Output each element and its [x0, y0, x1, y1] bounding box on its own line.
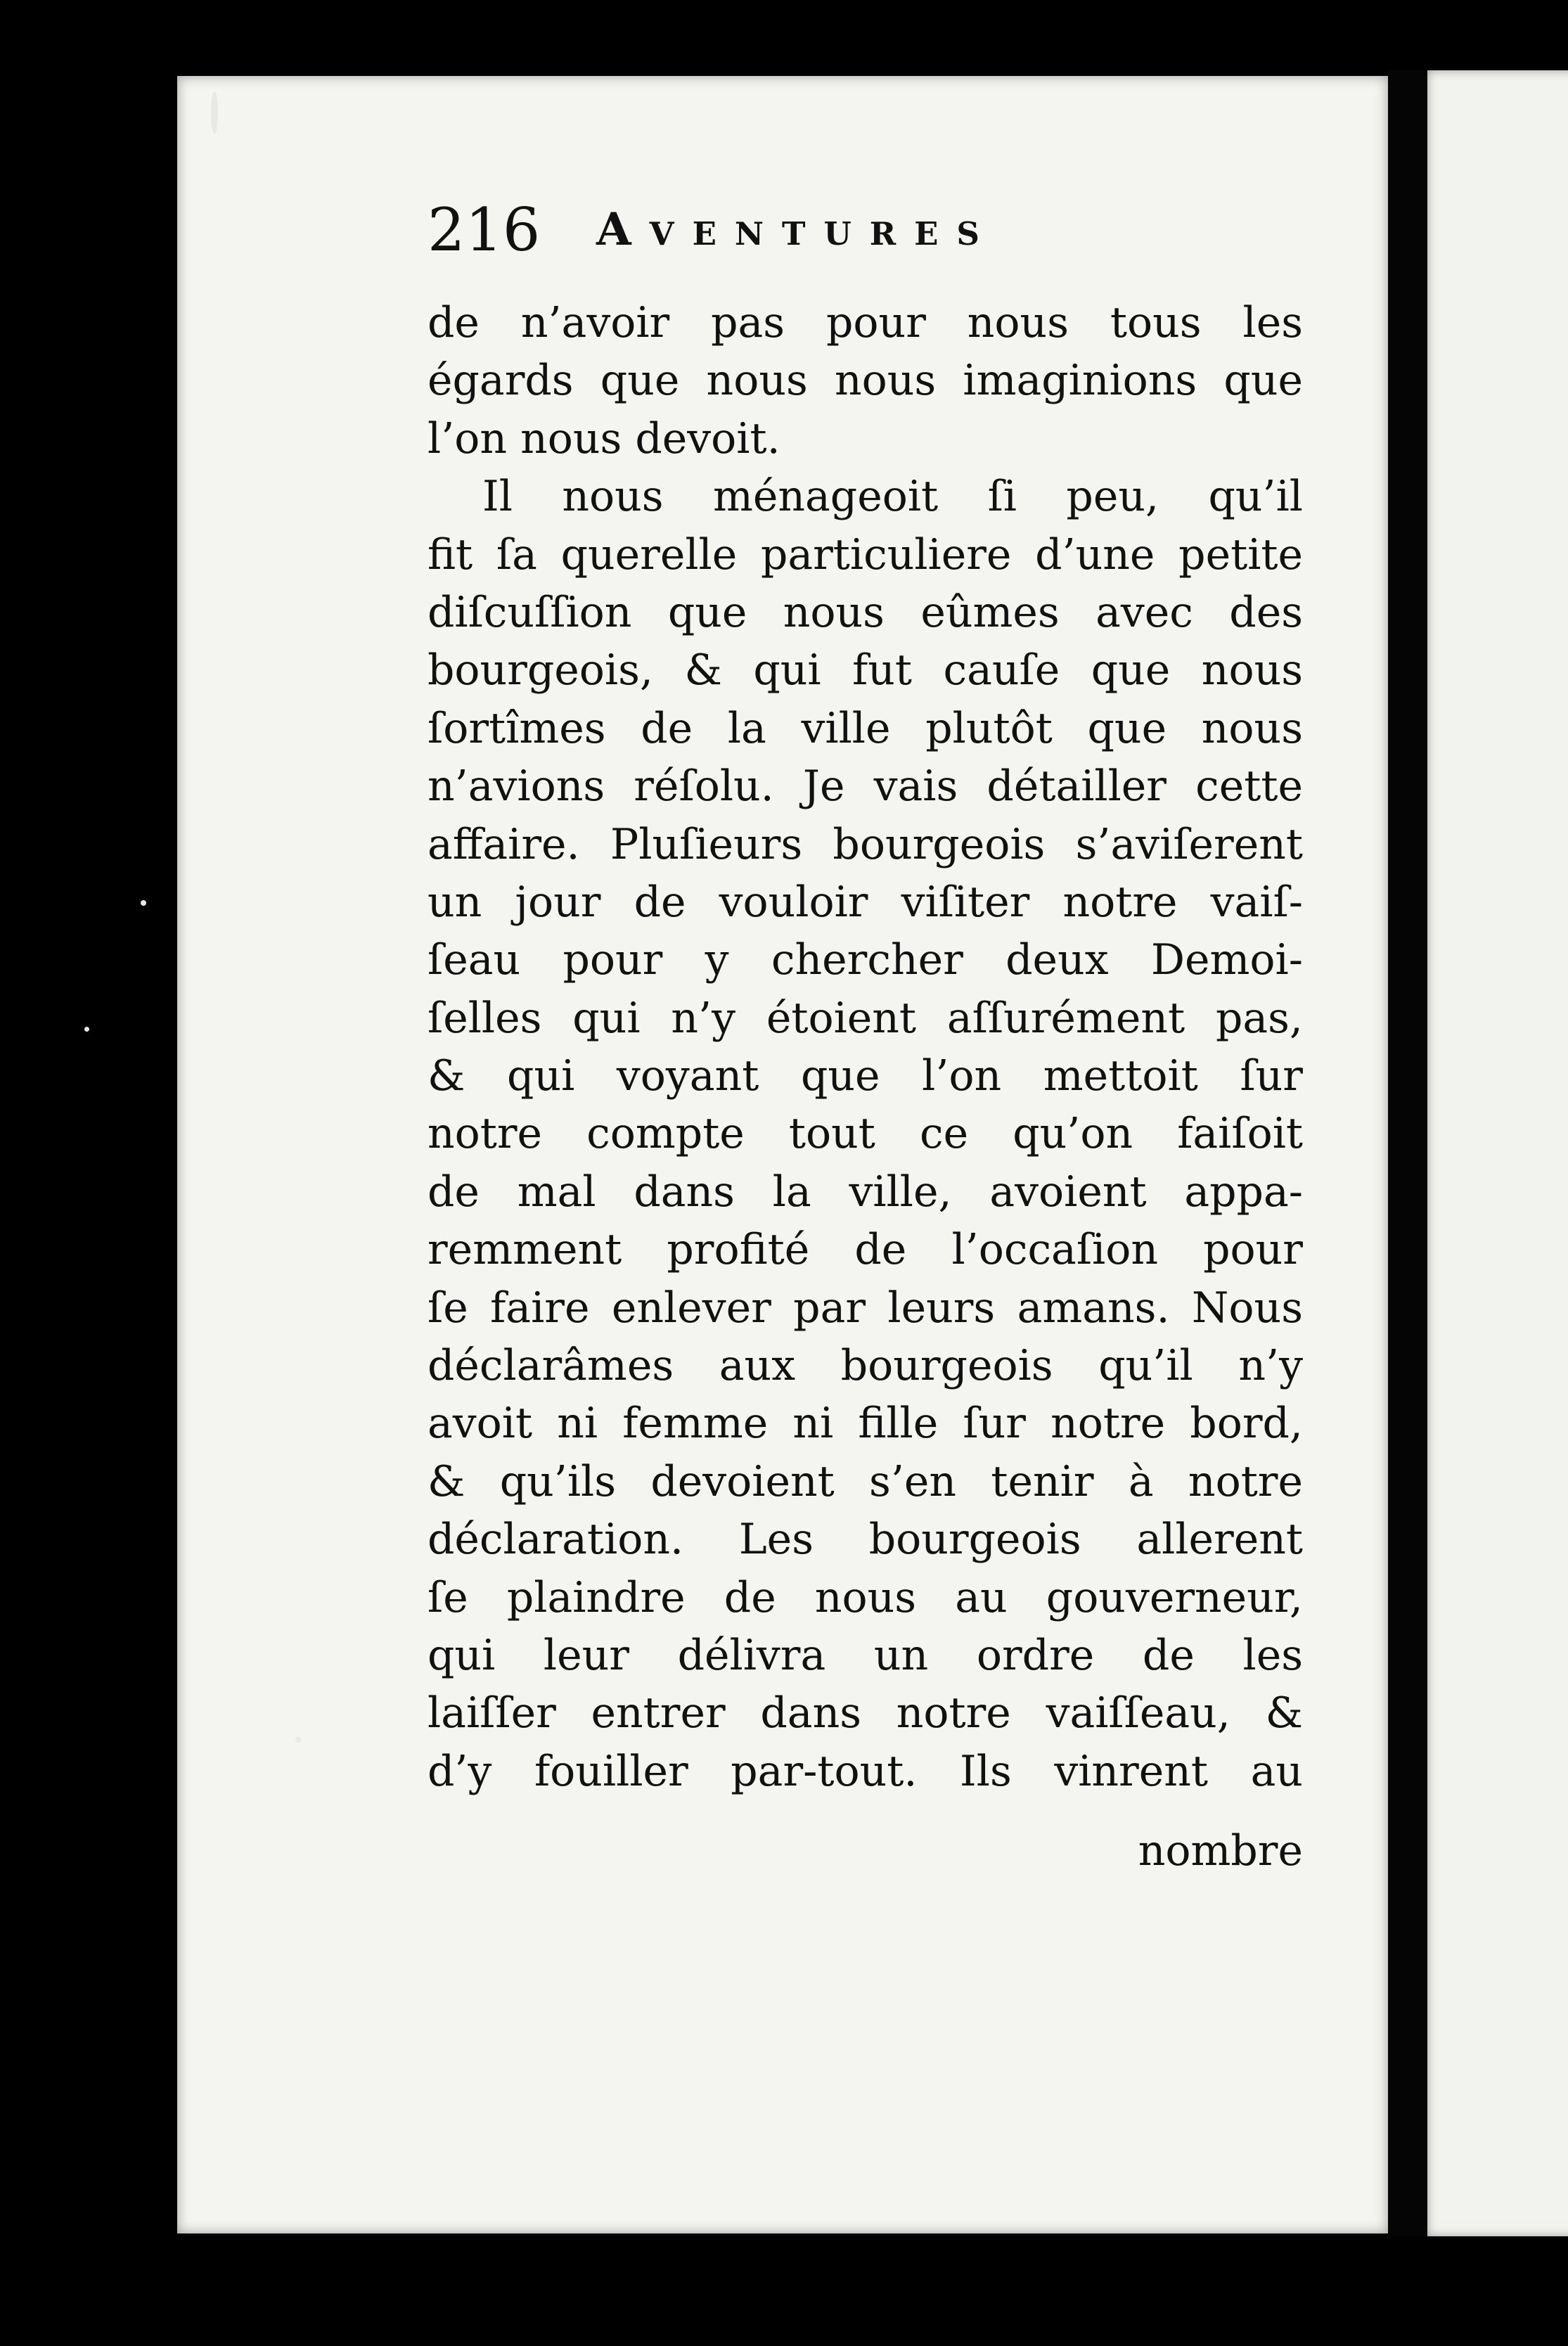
page-number: 216 [428, 196, 541, 264]
text-line: laiſſer entrer dans notre vaiſſeau, & [428, 1688, 1303, 1738]
text-line: ſe faire enlever par leurs amans. Nous [428, 1283, 1303, 1333]
catchword: nombre [1138, 1826, 1303, 1876]
text-line: notre compte tout ce qu’on faiſoit [428, 1109, 1303, 1159]
text-line: d’y fouiller par-tout. Ils vinrent au [428, 1746, 1303, 1796]
text-line: & qui voyant que l’on mettoit ſur [428, 1051, 1303, 1101]
text-line: déclaration. Les bourgeois allerent [428, 1515, 1303, 1565]
text-line: affaire. Pluſieurs bourgeois s’aviſerent [428, 819, 1303, 869]
text-line: l’on nous devoit. [428, 414, 780, 463]
text-line: déclarâmes aux bourgeois qu’il n’y [428, 1341, 1303, 1391]
text-line: remment profité de l’occaſion pour [428, 1225, 1303, 1275]
running-title: Aventures [596, 203, 998, 256]
scan-speck [141, 900, 146, 906]
text-line: & qu’ils devoient s’en tenir à notre [428, 1456, 1303, 1506]
text-line: n’avions réſolu. Je vais détailler cette [428, 762, 1303, 812]
scan-speck [295, 1737, 301, 1743]
scan-speck [84, 1027, 89, 1032]
text-line: diſcuſſion que nous eûmes avec des [428, 587, 1303, 637]
text-line: un jour de vouloir viſiter notre vaiſ- [428, 877, 1303, 927]
book-gutter [1388, 70, 1427, 2236]
text-line: ſeau pour y chercher deux Demoi- [428, 935, 1303, 985]
text-line: de mal dans la ville, avoient appa- [428, 1167, 1303, 1217]
text-line: avoit ni femme ni fille ſur notre bord, [428, 1399, 1303, 1449]
text-line: qui leur délivra un ordre de les [428, 1630, 1303, 1680]
text-line: ſe plaindre de nous au gouverneur, [428, 1572, 1303, 1622]
scan-speck [211, 91, 218, 134]
running-head [428, 191, 1313, 269]
text-line: ſelles qui n’y étoient aſſurément pas, [428, 993, 1303, 1043]
text-line: ſortîmes de la ville plutôt que nous [428, 703, 1303, 753]
text-line: Il nous ménageoit ſi peu, qu’il [482, 472, 1303, 522]
text-line: égards que nous nous imaginions que [428, 356, 1303, 406]
right-page-edge [1427, 70, 1568, 2236]
body-text [428, 294, 1303, 1800]
text-line: fit ſa querelle particuliere d’une petite [428, 530, 1303, 579]
text-line: de n’avoir pas pour nous tous les [428, 298, 1303, 347]
text-line: bourgeois, & qui fut cauſe que nous [428, 646, 1303, 696]
